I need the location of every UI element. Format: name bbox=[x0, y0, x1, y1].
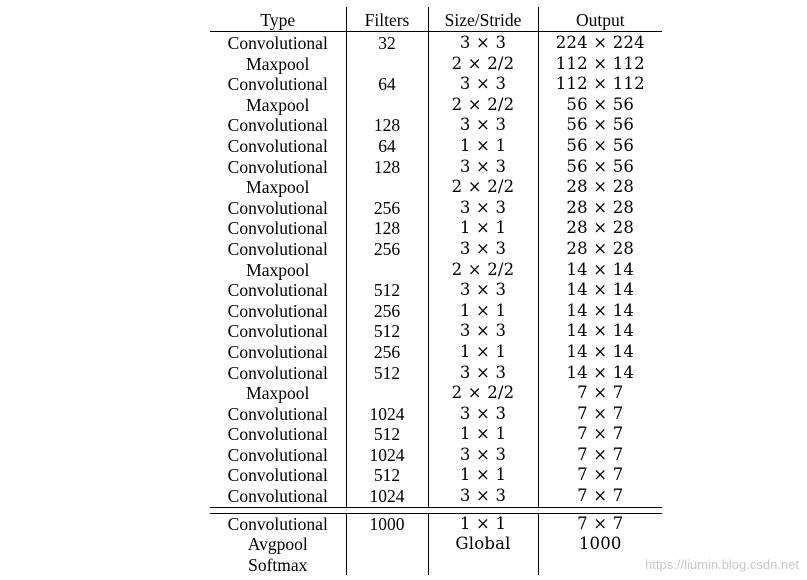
cell-type: Convolutional bbox=[210, 424, 346, 445]
table-row bbox=[210, 486, 662, 507]
cell-filters bbox=[346, 95, 428, 116]
cell-size-stride: 1 × 1 bbox=[428, 301, 538, 322]
cell-size-stride: 3 × 3 bbox=[428, 198, 538, 219]
table-row bbox=[210, 239, 662, 260]
cell-output: 7 × 7 bbox=[577, 465, 624, 485]
cell-output: 28 × 28 bbox=[566, 197, 635, 217]
cell-size-stride: 2 × 2/2 bbox=[428, 260, 538, 281]
table-row bbox=[210, 363, 662, 384]
cell-size-stride: 2 × 2/2 bbox=[428, 177, 538, 198]
cell-filters bbox=[346, 383, 428, 404]
cell-output: 14 × 14 bbox=[566, 259, 635, 279]
table-row bbox=[210, 383, 662, 404]
cell-type: Convolutional bbox=[210, 486, 346, 507]
cell-filters bbox=[346, 260, 428, 281]
cell-type: Convolutional bbox=[210, 239, 346, 260]
cell-output: 56 × 56 bbox=[566, 156, 635, 176]
cell-type: Convolutional bbox=[210, 513, 346, 534]
cell-size-stride: 2 × 2/2 bbox=[428, 383, 538, 404]
cell-size-stride: 1 × 1 bbox=[428, 136, 538, 157]
table-row bbox=[210, 54, 662, 75]
cell-filters: 512 bbox=[346, 465, 428, 486]
cell-size-stride: 3 × 3 bbox=[428, 74, 538, 95]
table-row bbox=[210, 534, 662, 555]
table-tail bbox=[210, 513, 662, 575]
cell-filters: 256 bbox=[346, 198, 428, 219]
watermark: https://liumin.blog.csdn.net bbox=[645, 557, 799, 572]
cell-type: Convolutional bbox=[210, 280, 346, 301]
cell-size-stride: 3 × 3 bbox=[428, 239, 538, 260]
table-header bbox=[210, 7, 662, 32]
cell-output: 56 × 56 bbox=[566, 94, 635, 114]
cell-type: Convolutional bbox=[210, 136, 346, 157]
table-row bbox=[210, 198, 662, 219]
cell-output: 7 × 7 bbox=[577, 403, 624, 423]
cell-filters: 256 bbox=[346, 342, 428, 363]
cell-type: Maxpool bbox=[210, 383, 346, 404]
cell-size-stride: 3 × 3 bbox=[428, 115, 538, 136]
table-row bbox=[210, 177, 662, 198]
cell-size-stride: 3 × 3 bbox=[428, 486, 538, 507]
table-body bbox=[210, 32, 662, 508]
cell-output: 14 × 14 bbox=[566, 362, 635, 382]
cell-output: 28 × 28 bbox=[566, 238, 635, 258]
cell-size-stride: 1 × 1 bbox=[428, 513, 538, 534]
cell-output: 56 × 56 bbox=[566, 115, 635, 135]
cell-output: 7 × 7 bbox=[577, 444, 624, 464]
table-row bbox=[210, 404, 662, 425]
cell-output: 7 × 7 bbox=[577, 424, 624, 444]
table-row bbox=[210, 445, 662, 466]
cell-output: 14 × 14 bbox=[566, 321, 635, 341]
cell-size-stride: 1 × 1 bbox=[428, 465, 538, 486]
cell-filters: 32 bbox=[346, 32, 428, 54]
cell-type: Maxpool bbox=[210, 54, 346, 75]
cell-filters: 1024 bbox=[346, 404, 428, 425]
cell-type: Convolutional bbox=[210, 321, 346, 342]
cell-type: Maxpool bbox=[210, 260, 346, 281]
cell-type: Convolutional bbox=[210, 342, 346, 363]
cell-filters: 64 bbox=[346, 74, 428, 95]
header-output: Output bbox=[538, 7, 662, 32]
cell-size-stride: 1 × 1 bbox=[428, 218, 538, 239]
cell-size-stride: 3 × 3 bbox=[428, 157, 538, 178]
table-row bbox=[210, 260, 662, 281]
cell-filters: 512 bbox=[346, 321, 428, 342]
table-row bbox=[210, 465, 662, 486]
header-filters: Filters bbox=[346, 7, 428, 32]
table-row bbox=[210, 32, 662, 54]
cell-filters: 256 bbox=[346, 239, 428, 260]
cell-filters: 512 bbox=[346, 424, 428, 445]
cell-output: 224 × 224 bbox=[555, 33, 645, 52]
cell-type: Convolutional bbox=[210, 157, 346, 178]
cell-size-stride: 1 × 1 bbox=[428, 424, 538, 445]
cell-size-stride: 3 × 3 bbox=[428, 363, 538, 384]
table-row bbox=[210, 513, 662, 534]
cell-type: Avgpool bbox=[210, 534, 346, 555]
cell-type: Convolutional bbox=[210, 404, 346, 425]
table-row bbox=[210, 321, 662, 342]
cell-filters bbox=[346, 534, 428, 555]
cell-size-stride bbox=[428, 555, 538, 576]
cell-type: Convolutional bbox=[210, 218, 346, 239]
cell-size-stride: 3 × 3 bbox=[428, 280, 538, 301]
cell-size-stride: 3 × 3 bbox=[428, 445, 538, 466]
table-row bbox=[210, 74, 662, 95]
header-type: Type bbox=[210, 7, 346, 32]
cell-size-stride: Global bbox=[428, 534, 538, 555]
cell-size-stride: 1 × 1 bbox=[428, 342, 538, 363]
cell-filters: 64 bbox=[346, 136, 428, 157]
cell-size-stride: 3 × 3 bbox=[428, 321, 538, 342]
cell-filters: 1024 bbox=[346, 445, 428, 466]
table-row bbox=[210, 157, 662, 178]
cell-output: 14 × 14 bbox=[566, 300, 635, 320]
cell-type: Maxpool bbox=[210, 95, 346, 116]
cell-output: 7 × 7 bbox=[577, 486, 624, 506]
cell-filters: 128 bbox=[346, 157, 428, 178]
cell-type: Convolutional bbox=[210, 301, 346, 322]
cell-type: Convolutional bbox=[210, 32, 346, 54]
cell-output: 14 × 14 bbox=[566, 280, 635, 300]
cell-filters: 1024 bbox=[346, 486, 428, 507]
cell-output: 1000 bbox=[578, 534, 622, 554]
cell-filters: 1000 bbox=[346, 513, 428, 534]
cell-size-stride: 3 × 3 bbox=[428, 32, 538, 54]
table-row bbox=[210, 115, 662, 136]
table-row bbox=[210, 95, 662, 116]
cell-type: Convolutional bbox=[210, 445, 346, 466]
cell-filters bbox=[346, 177, 428, 198]
cell-output: 14 × 14 bbox=[566, 341, 635, 361]
table-row bbox=[210, 280, 662, 301]
cell-type: Maxpool bbox=[210, 177, 346, 198]
architecture-table bbox=[210, 7, 662, 575]
cell-output: 28 × 28 bbox=[566, 177, 635, 197]
cell-filters: 128 bbox=[346, 115, 428, 136]
table-row bbox=[210, 136, 662, 157]
cell-size-stride: 3 × 3 bbox=[428, 404, 538, 425]
cell-output: 112 × 112 bbox=[555, 53, 645, 73]
cell-output: 7 × 7 bbox=[577, 383, 624, 403]
cell-type: Softmax bbox=[210, 555, 346, 576]
table-row bbox=[210, 301, 662, 322]
header-size-stride: Size/Stride bbox=[428, 7, 538, 32]
cell-type: Convolutional bbox=[210, 115, 346, 136]
cell-filters: 512 bbox=[346, 280, 428, 301]
cell-filters: 128 bbox=[346, 218, 428, 239]
cell-filters bbox=[346, 555, 428, 576]
cell-type: Convolutional bbox=[210, 74, 346, 95]
table-row bbox=[210, 342, 662, 363]
cell-output: 112 × 112 bbox=[555, 74, 645, 94]
cell-type: Convolutional bbox=[210, 198, 346, 219]
cell-type: Convolutional bbox=[210, 465, 346, 486]
cell-output bbox=[538, 555, 662, 576]
cell-output: 56 × 56 bbox=[566, 135, 635, 155]
cell-filters: 512 bbox=[346, 363, 428, 384]
cell-size-stride: 2 × 2/2 bbox=[428, 95, 538, 116]
cell-filters bbox=[346, 54, 428, 75]
cell-output: 7 × 7 bbox=[577, 513, 624, 533]
cell-type: Convolutional bbox=[210, 363, 346, 384]
table-row bbox=[210, 555, 662, 576]
cell-filters: 256 bbox=[346, 301, 428, 322]
table-row bbox=[210, 424, 662, 445]
cell-size-stride: 2 × 2/2 bbox=[428, 54, 538, 75]
table-row bbox=[210, 218, 662, 239]
cell-output: 28 × 28 bbox=[566, 218, 635, 238]
